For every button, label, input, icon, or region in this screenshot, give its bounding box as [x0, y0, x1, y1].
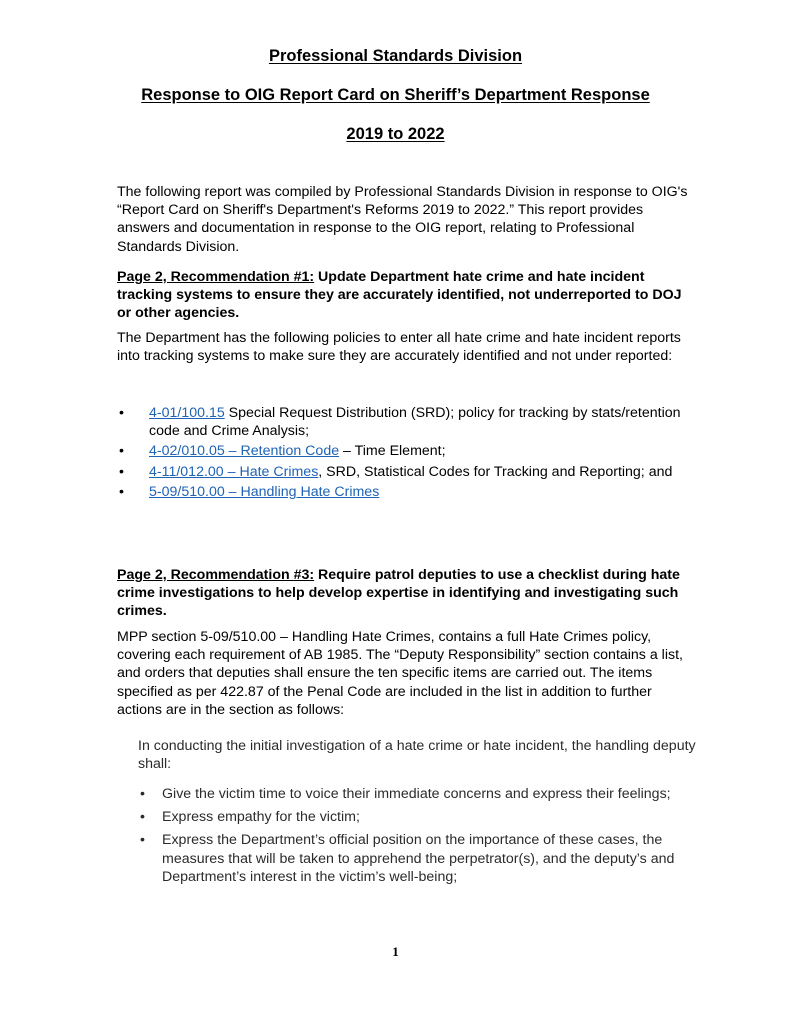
- responsibility-item-text: Express empathy for the victim;: [162, 809, 360, 826]
- responsibility-item-text: Give the victim time to voice their immediate concerns and express their feelings;: [162, 786, 671, 802]
- responsibility-item: [138, 785, 698, 803]
- policy-item: [117, 483, 707, 501]
- deputy-responsibility-list: [138, 785, 698, 891]
- bullet-icon: •: [119, 443, 124, 460]
- bullet-icon: •: [140, 786, 145, 802]
- recommendation-3-text: Require patrol deputies to use a checklist during hate crime investigations to help develop expertise in identifying and investigating such crimes.: [117, 567, 680, 620]
- title-response: Response to OIG Report Card on Sheriff’s Department Response: [141, 86, 650, 104]
- recommendation-1: [117, 268, 697, 323]
- policy-item-text: , SRD, Statistical Codes for Tracking and Reporting; and: [318, 463, 673, 480]
- responsibility-item: [138, 808, 698, 826]
- quote-intro: In conducting the initial investigation of a hate crime or hate incident, the handling deputy shall:: [138, 738, 696, 773]
- responsibility-item: [138, 831, 698, 886]
- page-number: 1: [392, 944, 399, 959]
- policies-intro-paragraph: The Department has the following policies to enter all hate crime and hate incident reports into tracking systems to make sure they are accurately identified and not under reported:: [117, 330, 681, 365]
- bullet-icon: •: [119, 463, 124, 480]
- policy-link-4-01-100-15[interactable]: 4-01/100.15: [149, 405, 225, 421]
- policy-item-text: Special Request Distribution (SRD); policy for tracking by stats/retention code and Crime Analysis;: [149, 405, 681, 440]
- policy-link-5-09-510-00[interactable]: 5-09/510.00 – Handling Hate Crimes: [149, 483, 380, 500]
- policy-link-4-02-010-05[interactable]: 4-02/010.05 – Retention Code: [149, 443, 340, 460]
- policy-item: [117, 442, 707, 460]
- recommendation-3-label: Page 2, Recommendation #3:: [117, 567, 315, 583]
- bullet-icon: •: [140, 809, 145, 826]
- mpp-paragraph: MPP section 5-09/510.00 – Handling Hate Crimes, contains a full Hate Crimes policy, covering each requirement of AB 1985. The “Deputy Responsibility” section contains a list, and orders that deputies shall ensure the ten specific items are carried out. The items specified as per 422.87 of the Penal Code are included in the list in addition to further actions are in the section as follows:: [117, 629, 683, 718]
- policy-link-4-11-012-00[interactable]: 4-11/012.00 – Hate Crimes: [149, 463, 319, 480]
- bullet-icon: •: [119, 483, 124, 500]
- responsibility-item-text: Express the Department’s official position on the importance of these cases, the measures that will be taken to apprehend the perpetrator(s), and the deputy’s and Department’s interest in the victim’s well-being;: [162, 832, 675, 885]
- policy-item-text: – Time Element;: [339, 443, 446, 460]
- title-years: 2019 to 2022: [346, 125, 445, 143]
- policy-list: [117, 404, 707, 503]
- intro-paragraph: The following report was compiled by Professional Standards Division in response to OIG's “Report Card on Sheriff's Department's Reforms 2019 to 2022.” This report provides answers and documentation in response to the OIG report, relating to Professional Standards Division.: [117, 184, 688, 255]
- recommendation-1-label: Page 2, Recommendation #1:: [117, 269, 315, 285]
- recommendation-3: [117, 566, 697, 621]
- policy-item: [117, 404, 707, 440]
- recommendation-1-text: Update Department hate crime and hate incident tracking systems to ensure they are accurately identified, not underreported to DOJ or other agencies.: [117, 269, 682, 322]
- title-division: Professional Standards Division: [268, 47, 523, 65]
- bullet-icon: •: [119, 405, 124, 421]
- bullet-icon: •: [140, 832, 145, 849]
- policy-item: [117, 463, 707, 481]
